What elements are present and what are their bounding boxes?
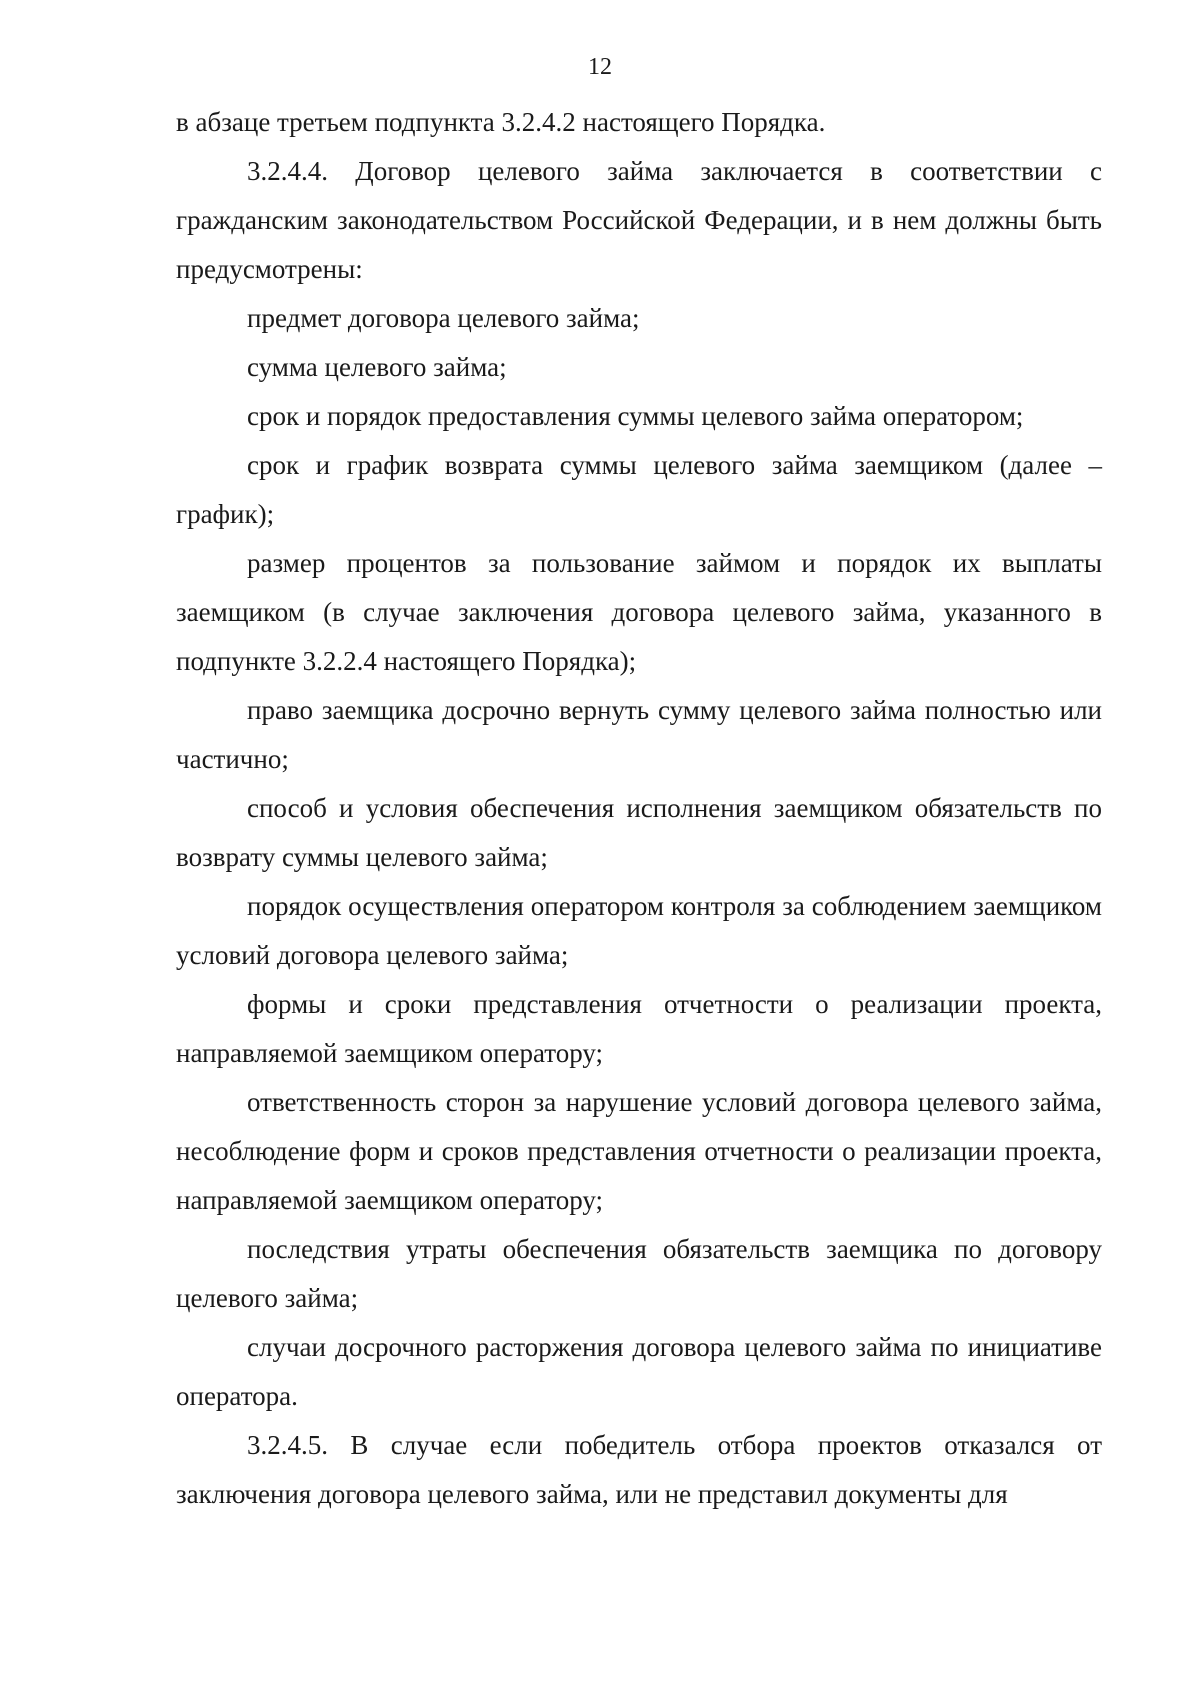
list-item-interest: размер процентов за пользование займом и порядок их выплаты заемщиком (в случае заключения договора целевого займа, указанного в подпункте 3.2.2.4 настоящего Порядка);: [176, 548, 1102, 676]
paragraph-continuation: в абзаце третьем подпункта 3.2.4.2 настоящего Порядка.: [176, 107, 826, 137]
list-item-subject: предмет договора целевого займа;: [247, 303, 640, 333]
document-body: [176, 98, 1102, 1519]
list-item-amount: сумма целевого займа;: [247, 352, 507, 382]
list-item-early-repayment: право заемщика досрочно вернуть сумму целевого займа полностью или частично;: [176, 695, 1102, 774]
list-item-provision-term: срок и порядок предоставления суммы целевого займа оператором;: [247, 401, 1024, 431]
list-item-repayment-schedule: срок и график возврата суммы целевого займа заемщиком (далее – график);: [176, 450, 1102, 529]
list-item-loss-of-security: последствия утраты обеспечения обязательств заемщика по договору целевого займа;: [176, 1234, 1102, 1313]
list-item-security: способ и условия обеспечения исполнения заемщиком обязательств по возврату суммы целевого займа;: [176, 793, 1102, 872]
list-item-control: порядок осуществления оператором контроля за соблюдением заемщиком условий договора целевого займа;: [176, 891, 1102, 970]
list-item-termination: случаи досрочного расторжения договора целевого займа по инициативе оператора.: [176, 1332, 1102, 1411]
paragraph-clause-3-2-4-5: 3.2.4.5. В случае если победитель отбора проектов отказался от заключения договора целевого займа, или не представил документы для: [176, 1430, 1102, 1509]
list-item-liability: ответственность сторон за нарушение условий договора целевого займа, несоблюдение форм и сроков представления отчетности о реализации проекта, направляемой заемщиком оператору;: [176, 1087, 1102, 1215]
list-item-reporting: формы и сроки представления отчетности о реализации проекта, направляемой заемщиком оператору;: [176, 989, 1102, 1068]
paragraph-clause-3-2-4-4: 3.2.4.4. Договор целевого займа заключается в соответствии с гражданским законодательством Российской Федерации, и в нем должны быть предусмотрены:: [176, 156, 1102, 284]
page-number: 12: [588, 54, 612, 80]
